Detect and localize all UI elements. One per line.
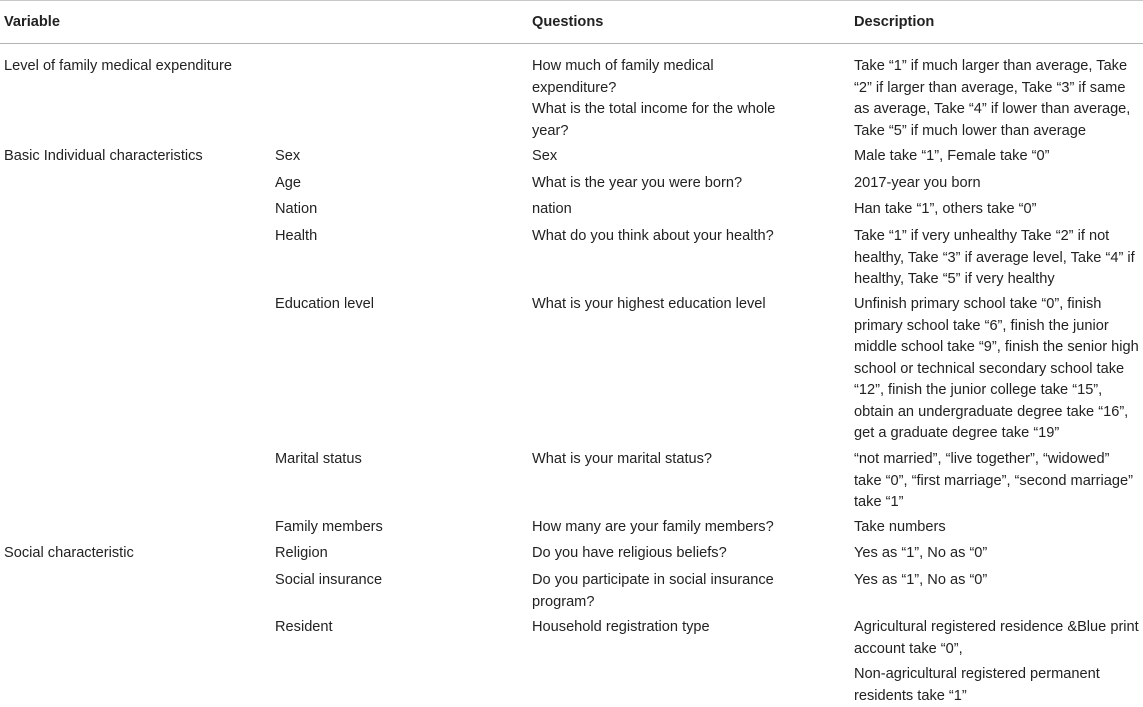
variable-cell: Basic Individual characteristics xyxy=(4,148,203,164)
question-cell: nation xyxy=(532,201,572,217)
description-cell: Yes as “1”, No as “0” xyxy=(854,572,988,588)
question-cell xyxy=(532,56,802,142)
question-cell: Household registration type xyxy=(532,619,710,635)
question-cell: How many are your family members? xyxy=(532,519,774,535)
question-cell: What is the year you were born? xyxy=(532,175,743,191)
item-cell: Social insurance xyxy=(275,572,383,588)
question-cell: What do you think about your health? xyxy=(532,228,774,244)
item-cell: Marital status xyxy=(275,451,362,467)
question-cell: Sex xyxy=(532,148,558,164)
item-cell: Family members xyxy=(275,519,383,535)
item-cell: Sex xyxy=(275,148,301,164)
header-questions: Questions xyxy=(532,14,604,30)
description-cell: Take “1” if very unhealthy Take “2” if not healthy, Take “3” if average level, Take “4” if healthy, Take “5” if very healthy xyxy=(854,228,1135,287)
description-cell: Male take “1”, Female take “0” xyxy=(854,148,1050,164)
table-header xyxy=(0,0,1143,44)
header-variable: Variable xyxy=(4,14,60,30)
question-cell: Do you have religious beliefs? xyxy=(532,545,727,561)
description-cell: Take numbers xyxy=(854,519,946,535)
description-cell xyxy=(854,617,1140,707)
description-cell: Take “1” if much larger than average, Take “2” if larger than average, Take “3” if same as average, Take “4” if lower than average, Take “5” if much lower than average xyxy=(854,58,1131,139)
item-cell: Age xyxy=(275,175,301,191)
item-cell: Resident xyxy=(275,619,333,635)
question-line: How much of family medical expenditure? xyxy=(532,58,714,96)
question-line: What is the total income for the whole year? xyxy=(532,101,776,139)
variable-cell: Social characteristic xyxy=(4,545,134,561)
variable-cell: Level of family medical expenditure xyxy=(4,58,232,74)
question-cell: What is your highest education level xyxy=(532,296,766,312)
description-cell: “not married”, “live together”, “widowed” take “0”, “first marriage”, “second marriage” take “1” xyxy=(854,451,1133,510)
question-cell: What is your marital status? xyxy=(532,451,713,467)
description-cell: Yes as “1”, No as “0” xyxy=(854,545,988,561)
item-cell: Education level xyxy=(275,296,374,312)
item-cell: Nation xyxy=(275,201,318,217)
header-description: Description xyxy=(854,14,935,30)
item-cell: Religion xyxy=(275,545,328,561)
question-cell: Do you participate in social insurance program? xyxy=(532,572,774,610)
description-cell: 2017-year you born xyxy=(854,175,981,191)
description-cell: Unfinish primary school take “0”, finish primary school take “6”, finish the junior middle school take “9”, finish the senior high school or technical secondary school take “12”, finish the junior college take “15”, obtain an undergraduate degree take “16”, get a graduate degree take “19” xyxy=(854,296,1139,441)
description-cell: Han take “1”, others take “0” xyxy=(854,201,1037,217)
description-line: Non-agricultural registered permanent residents take “1” xyxy=(854,666,1100,704)
item-cell: Health xyxy=(275,228,318,244)
description-line: Agricultural registered residence &Blue print account take “0”, xyxy=(854,619,1139,657)
